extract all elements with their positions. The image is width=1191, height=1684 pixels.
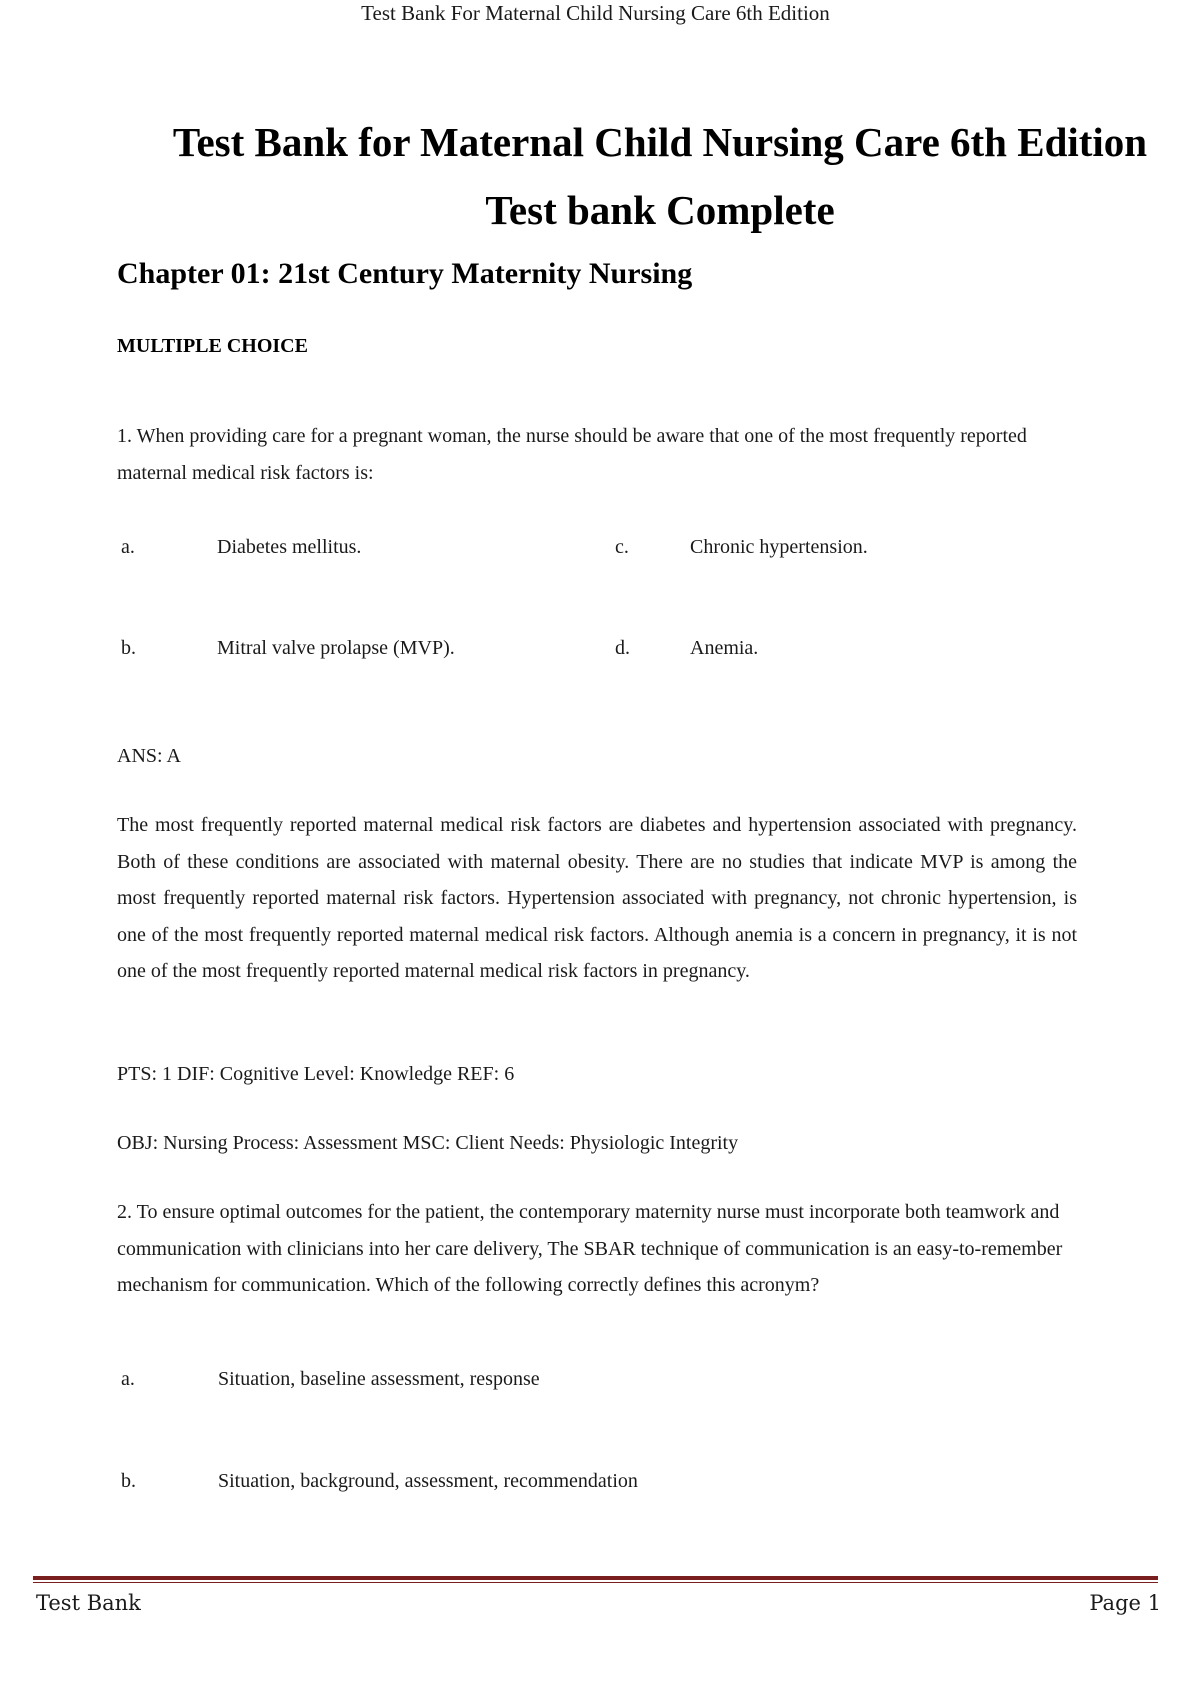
footer-label: Test Bank — [36, 1591, 141, 1615]
q1-answer: ANS: A — [117, 745, 181, 767]
q1-option-b-letter: b. — [121, 637, 136, 659]
footer-rule-thick — [33, 1576, 1158, 1580]
title-line-2: Test bank Complete — [485, 187, 835, 233]
title-line-1: Test Bank for Maternal Child Nursing Care 6th Edition — [172, 119, 1148, 165]
q2-option-a-letter: a. — [121, 1368, 135, 1390]
q1-option-d-text: Anemia. — [690, 637, 759, 659]
page-number: Page 1 — [1089, 1591, 1161, 1615]
q1-option-c-text: Chronic hypertension. — [690, 536, 868, 558]
footer-rule-thin — [33, 1582, 1158, 1583]
question-2-stem: 2. To ensure optimal outcomes for the patient, the contemporary maternity nurse must incorporate both teamwork and communication with clinicians into her care delivery, The SBAR technique of communication is an easy-to-remember mechanism for communication. Which of the following correctly defines this acronym? — [117, 1201, 1063, 1296]
chapter-title: Chapter 01: 21st Century Maternity Nursing — [117, 257, 693, 290]
document-title — [150, 108, 1170, 244]
question-1-stem: 1. When providing care for a pregnant woman, the nurse should be aware that one of the most frequently reported maternal medical risk factors is: — [117, 425, 1027, 484]
q1-option-a-text: Diabetes mellitus. — [217, 536, 362, 558]
q1-option-d-letter: d. — [615, 637, 630, 659]
q1-meta-pts: PTS: 1 DIF: Cognitive Level: Knowledge REF: 6 — [117, 1063, 515, 1085]
q2-option-b-text: Situation, background, assessment, recommendation — [218, 1470, 638, 1492]
q1-option-b-text: Mitral valve prolapse (MVP). — [217, 637, 455, 659]
q1-option-a-letter: a. — [121, 536, 135, 558]
running-header: Test Bank For Maternal Child Nursing Care 6th Edition — [361, 1, 830, 25]
q1-rationale: The most frequently reported maternal medical risk factors are diabetes and hypertension associated with pregnancy. Both of these conditions are associated with maternal obesity. There are no studies that indicate MVP is among the most frequently reported maternal risk factors. Hypertension associated with pregnancy, not chronic hypertension, is one of the most frequently reported maternal medical risk factors. Although anemia is a concern in pregnancy, it is not one of the most frequently reported maternal medical risk factors in pregnancy. — [117, 814, 1077, 982]
section-heading: MULTIPLE CHOICE — [117, 335, 308, 357]
q1-option-c-letter: c. — [615, 536, 629, 558]
q2-option-b-letter: b. — [121, 1470, 136, 1492]
q2-option-a-text: Situation, baseline assessment, response — [218, 1368, 540, 1390]
q1-meta-obj: OBJ: Nursing Process: Assessment MSC: Client Needs: Physiologic Integrity — [117, 1132, 739, 1154]
